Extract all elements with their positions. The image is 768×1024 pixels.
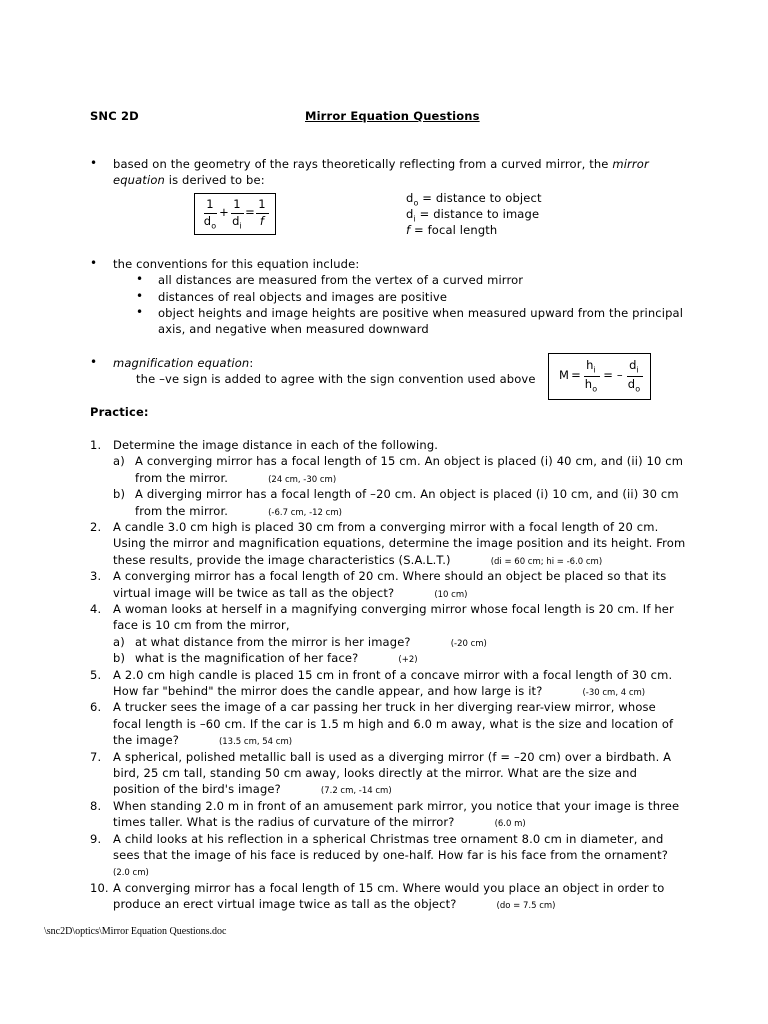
- answer-hint: (di = 60 cm; hi = -6.0 cm): [490, 556, 603, 567]
- question-line: [113, 782, 392, 796]
- question-line: [113, 864, 149, 878]
- question-text: focal length is –60 cm. If the car is 1.5 m high and 6.0 m away, what is the size and location of: [113, 716, 674, 731]
- answer-hint: (13.5 cm, 54 cm): [218, 737, 293, 748]
- question-line: [113, 586, 467, 600]
- bullet-3: •: [90, 355, 98, 369]
- sub-question-letter: b): [113, 651, 126, 666]
- answer-hint: (do = 7.5 cm): [496, 901, 556, 912]
- answer-hint: (-6.7 cm, -12 cm): [268, 507, 342, 518]
- question-text: times taller. What is the radius of curvature of the mirror?: [113, 815, 455, 830]
- convention-item-cont: axis, and negative when measured downward: [158, 322, 429, 336]
- answer-hint: (+2): [398, 655, 418, 666]
- question-text: Determine the image distance in each of the following.: [113, 438, 439, 452]
- question-line: [113, 848, 668, 862]
- eq-numerator-1: 1: [206, 197, 214, 211]
- question-text: A 2.0 cm high candle is placed 15 cm in front of a concave mirror with a focal length of 30 cm.: [113, 667, 673, 682]
- answer-hint: (24 cm, -30 cm): [268, 474, 337, 485]
- question-line: [113, 520, 658, 534]
- question-number: 5.: [90, 667, 102, 682]
- convention-item: distances of real objects and images are positive: [158, 290, 448, 304]
- question-line: [113, 897, 555, 911]
- question-text: these results, provide the image characteristics (S.A.L.T.): [113, 552, 451, 567]
- question-line: [113, 553, 602, 567]
- question-text: bird, 25 cm tall, standing 50 cm away, looks directly at the mirror. What are the size and: [113, 766, 638, 780]
- question-line: [113, 750, 671, 764]
- question-text: position of the bird's image?: [113, 782, 281, 797]
- question-line: [135, 635, 487, 649]
- def-object-distance: $d_o$ = distance to object: [406, 191, 542, 208]
- question-line: [113, 832, 663, 846]
- page-title: Mirror Equation Questions: [305, 109, 480, 123]
- question-text: what is the magnification of her face?: [135, 651, 359, 666]
- mag-denominator-ho: $h_o$: [584, 377, 598, 394]
- question-number: 2.: [90, 520, 102, 534]
- question-text: When standing 2.0 m in front of an amusement park mirror, you notice that your image is three: [113, 798, 680, 813]
- question-line: [113, 700, 656, 714]
- sub-bullet: •: [136, 289, 144, 303]
- question-line: [113, 684, 645, 698]
- question-line: [113, 602, 674, 616]
- def-image-distance: $d_i$ = distance to image: [406, 207, 540, 224]
- question-text: How far "behind" the mirror does the candle appear, and how large is it?: [113, 684, 543, 698]
- question-line: [113, 668, 672, 682]
- question-text: produce an erect virtual image twice as tall as the object?: [113, 897, 457, 912]
- footer-file-path: \snc2D\optics\Mirror Equation Questions.doc: [44, 926, 227, 937]
- question-number: 3.: [90, 569, 102, 584]
- sub-bullet: •: [136, 272, 144, 286]
- question-text: A candle 3.0 cm high is placed 30 cm from a converging mirror with a focal length of 20 cm.: [113, 520, 659, 534]
- conventions-title: the conventions for this equation include:: [113, 257, 360, 271]
- convention-item: all distances are measured from the vertex of a curved mirror: [158, 273, 524, 287]
- sub-bullet: •: [136, 305, 144, 319]
- eq-equals: =: [245, 205, 255, 219]
- convention-item: object heights and image heights are positive when measured upward from the principal: [158, 306, 684, 320]
- def-focal-length: f = focal length: [406, 223, 498, 237]
- bullet-1: •: [90, 156, 98, 170]
- question-text: A woman looks at herself in a magnifying converging mirror whose focal length is 20 cm. If her: [113, 602, 674, 616]
- question-text: the image?: [113, 733, 179, 748]
- question-text: A converging mirror has a focal length of 15 cm. An object is placed (i) 40 cm, and (ii) 10 cm: [135, 454, 684, 469]
- mag-numerator-hi: $h_i$: [586, 358, 596, 375]
- question-line: [113, 815, 526, 829]
- question-number: 6.: [90, 700, 102, 715]
- question-line: [113, 717, 673, 731]
- eq-plus: +: [219, 205, 229, 219]
- question-number: 9.: [90, 831, 102, 846]
- mirror-equation-box: [194, 193, 276, 235]
- question-line: [113, 536, 685, 550]
- question-line: [113, 766, 637, 780]
- question-text: at what distance from the mirror is her image?: [135, 634, 411, 649]
- answer-hint: (10 cm): [434, 589, 468, 600]
- question-line: [135, 651, 418, 665]
- question-text: A child looks at his reflection in a spherical Christmas tree ornament 8.0 cm in diameter, and: [113, 831, 664, 846]
- question-number: 8.: [90, 798, 102, 813]
- question-number: 7.: [90, 749, 102, 764]
- answer-hint: (-30 cm, 4 cm): [582, 688, 646, 698]
- question-text: virtual image will be twice as tall as the object?: [113, 585, 395, 600]
- bullet-1-text: based on the geometry of the rays theoretically reflecting from a curved mirror, the mirror: [113, 157, 649, 171]
- bullet-1-text-line2: equation is derived to be:: [113, 173, 265, 187]
- eq-numerator-2: 1: [233, 197, 241, 211]
- practice-heading: Practice:: [90, 405, 149, 419]
- question-text: A trucker sees the image of a car passing her truck in her diverging rear-view mirror, whose: [113, 700, 656, 715]
- course-code: SNC 2D: [90, 109, 139, 123]
- answer-hint: (7.2 cm, -14 cm): [320, 786, 392, 797]
- eq-denominator-f: f: [259, 214, 265, 228]
- question-number: 4.: [90, 602, 102, 616]
- question-text: A diverging mirror has a focal length of –20 cm. An object is placed (i) 10 cm, and (ii) 30 cm: [135, 487, 679, 502]
- magnification-equation-box: [548, 353, 651, 400]
- question-line: [113, 733, 292, 747]
- question-text: A converging mirror has a focal length of 15 cm. Where would you place an object in order to: [113, 880, 665, 895]
- question-text: A converging mirror has a focal length of 20 cm. Where should an object be placed so that its: [113, 569, 667, 584]
- mag-denominator-do: $d_o$: [627, 377, 641, 394]
- question-text: from the mirror.: [135, 503, 229, 518]
- question-number: 10.: [90, 880, 109, 895]
- eq-denominator-di: $d_i$: [232, 214, 242, 231]
- question-line: [113, 438, 438, 452]
- question-line: [135, 454, 683, 468]
- question-text: face is 10 cm from the mirror,: [113, 618, 290, 633]
- question-line: [135, 487, 679, 501]
- answer-hint: (6.0 m): [494, 819, 526, 830]
- sub-question-letter: a): [113, 454, 125, 469]
- bullet-2: •: [90, 256, 98, 270]
- question-number: 1.: [90, 438, 102, 452]
- sub-question-letter: b): [113, 487, 126, 502]
- sub-question-letter: a): [113, 634, 125, 649]
- mag-M: M: [558, 368, 570, 382]
- mag-numerator-di: $d_i$: [629, 358, 639, 375]
- question-line: [135, 504, 342, 518]
- mag-equals-minus: = –: [603, 368, 623, 382]
- answer-hint: (-20 cm): [450, 638, 487, 649]
- question-line: [113, 569, 666, 583]
- answer-hint: (2.0 cm): [113, 868, 149, 879]
- magnification-note: the –ve sign is added to agree with the sign convention used above: [136, 372, 536, 386]
- question-text: Using the mirror and magnification equations, determine the image position and its height. From: [113, 536, 686, 551]
- magnification-label: magnification equation:: [113, 356, 254, 370]
- question-line: [135, 471, 336, 485]
- question-text: from the mirror.: [135, 470, 229, 485]
- question-text: sees that the image of his face is reduced by one-half. How far is his face from the ornament?: [113, 848, 668, 862]
- question-line: [113, 618, 290, 632]
- eq-numerator-3: 1: [258, 197, 266, 211]
- question-text: A spherical, polished metallic ball is used as a diverging mirror (f = –20 cm) over a birdbath. A: [113, 749, 672, 764]
- question-line: [113, 881, 664, 895]
- eq-denominator-do: $d_o$: [203, 214, 217, 231]
- mag-equals: =: [571, 368, 581, 382]
- question-line: [113, 799, 679, 813]
